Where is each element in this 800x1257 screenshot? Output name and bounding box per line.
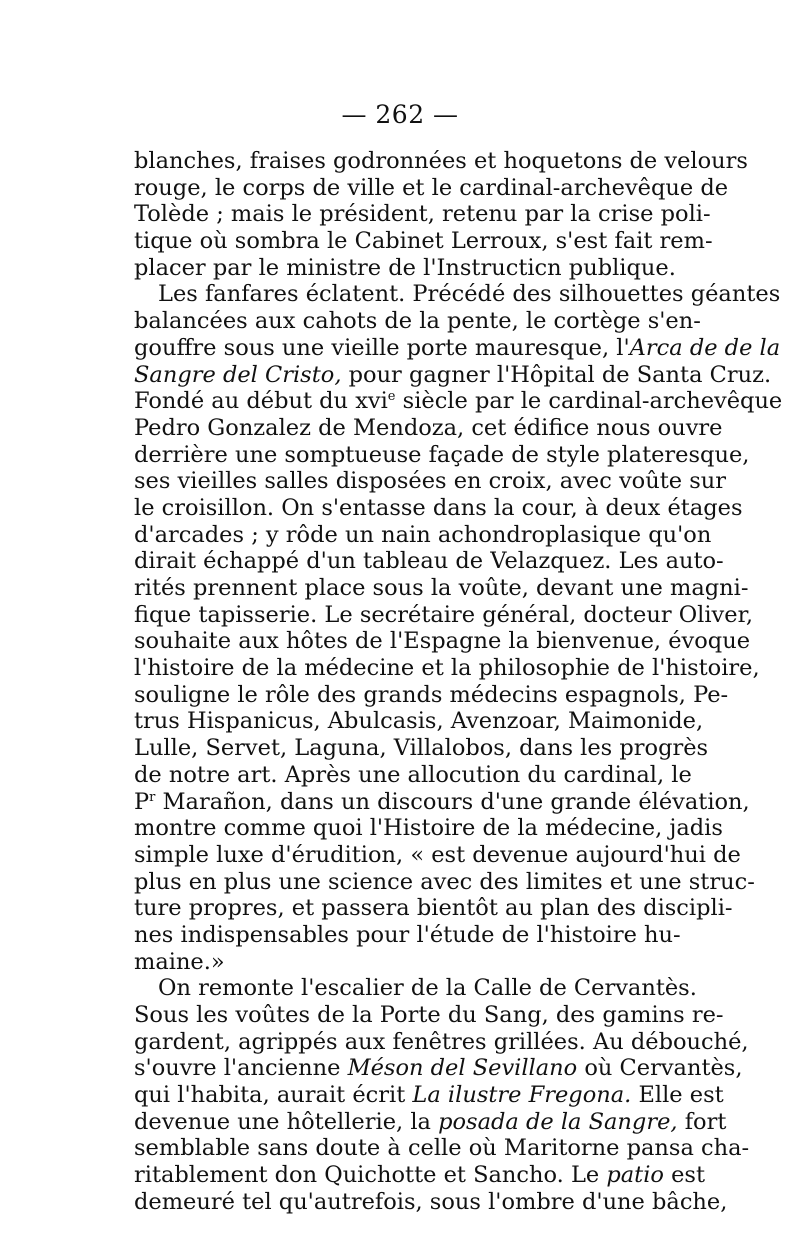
text-line: plus en plus une science avec des limites et une struc-: [134, 868, 755, 895]
text-line: Fondé au début du xvi$^e$ siècle par le cardinal-archevêque: [134, 388, 783, 415]
text-line: souhaite aux hôtes de l'Espagne la bienvenue, évoque: [134, 628, 751, 655]
text-line: On remonte l'escalier de la Calle de Cervantès.: [158, 975, 697, 1002]
text-line: placer par le ministre de l'Instructicn publique.: [134, 254, 676, 281]
text-line: Les fanfares éclatent. Précédé des silhouettes géantes: [158, 281, 781, 308]
text-line: le croisillon. On s'entasse dans la cour, à deux étages: [134, 494, 743, 521]
text-line: devenue une hôtellerie, la posada de la Sangre, fort: [134, 1108, 727, 1135]
text-line: gardent, agrippés aux fenêtres grillées. Au débouché,: [134, 1028, 749, 1055]
paragraph: [134, 148, 748, 281]
text-line: balancées aux cahots de la pente, le cortège s'en-: [134, 308, 701, 335]
text-line: fique tapisserie. Le secrétaire général, docteur Oliver,: [134, 601, 754, 628]
text-line: tique où sombra le Cabinet Lerroux, s'est fait rem-: [134, 228, 713, 255]
text-line: nes indispensables pour l'étude de l'histoire hu-: [134, 921, 681, 948]
text-line: gouffre sous une vieille porte mauresque, l'Arca de de la: [134, 334, 781, 361]
paragraph: [134, 975, 750, 1215]
text-line: derrière une somptueuse façade de style plateresque,: [134, 441, 750, 468]
text-line: ritablement don Quichotte et Sancho. Le patio est: [134, 1162, 706, 1189]
text-line: trus Hispanicus, Abulcasis, Avenzoar, Maimonide,: [134, 708, 704, 735]
text-line: qui l'habita, aurait écrit La ilustre Fregona. Elle est: [134, 1082, 724, 1109]
text-line: simple luxe d'érudition, « est devenue aujourd'hui de: [134, 841, 741, 868]
text-line: ture propres, et passera bientôt au plan des discipli-: [134, 895, 733, 922]
text-line: l'histoire de la médecine et la philosophie de l'histoire,: [134, 655, 760, 682]
text-line: s'ouvre l'ancienne Méson del Sevillano où Cervantès,: [134, 1055, 743, 1082]
paragraph: [134, 281, 783, 975]
text-line: d'arcades ; y rôde un nain achondroplasique qu'on: [134, 521, 712, 548]
text-line: Sous les voûtes de la Porte du Sang, des gamins re-: [134, 1002, 724, 1028]
text-line: montre comme quoi l'Histoire de la médecine, jadis: [134, 815, 723, 842]
text-line: dirait échappé d'un tableau de Velazquez. Les auto-: [134, 548, 724, 575]
text-line: souligne le rôle des grands médecins espagnols, Pe-: [134, 681, 729, 708]
text-line: Sangre del Cristo, pour gagner l'Hôpital de Santa Cruz.: [134, 361, 772, 388]
body-text: [134, 148, 783, 1216]
text-line: ses vieilles salles disposées en croix, avec voûte sur: [134, 468, 727, 495]
text-line: maine.»: [134, 948, 225, 975]
text-line: Lulle, Servet, Laguna, Villalobos, dans les progrès: [134, 735, 709, 762]
text-line: de notre art. Après une allocution du cardinal, le: [134, 761, 692, 788]
text-line: rités prennent place sous la voûte, devant une magni-: [134, 575, 749, 601]
text-line: Pedro Gonzalez de Mendoza, cet édifice nous ouvre: [134, 414, 723, 441]
text-line: blanches, fraises godronnées et hoquetons de velours: [134, 148, 748, 174]
text-line: rouge, le corps de ville et le cardinal-archevêque de: [134, 174, 729, 201]
page-number: — 262 —: [341, 100, 459, 129]
text-line: demeuré tel qu'autrefois, sous l'ombre d'une bâche,: [134, 1188, 728, 1215]
text-line: semblable sans doute à celle où Maritorne pansa cha-: [134, 1135, 750, 1162]
text-line: Tolède ; mais le président, retenu par la crise poli-: [134, 201, 711, 228]
text-line: $P^r$ Marañon, dans un discours d'une grande élévation,: [134, 788, 750, 815]
